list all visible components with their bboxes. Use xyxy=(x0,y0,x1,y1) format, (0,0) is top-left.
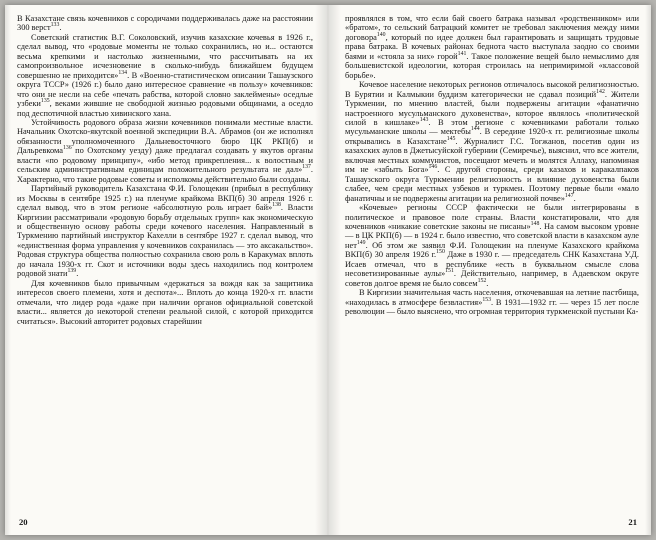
page-right xyxy=(328,5,651,535)
footnote-ref: 152 xyxy=(477,277,487,284)
footnote-ref: 141 xyxy=(457,51,467,58)
paragraph: Партийный руководитель Казахстана Ф.И. Голощекин (прибыл в республику из Москвы в сентябре 1925 г.) на пленуме крайкома ВКП(б) 30 апреля 1926 г. сделал вывод, что в этом регионе «абсолютную роль играет бай»$^{138}$. Власти Киргизии рассматривали «родовую борьбу отдельных групп» как экономическую и общественную основу работы среди кочевого населения. Направленный в Туркмению партийный инструктор Кахелли в сентябре 1927 г. сделал вывод, что «единственная форма управления у кочевников сохранилась — это аксакальство». Родовая структура общества полностью сохранила свою роль в Каракумах вплоть до начала 1930-х гг. Скот и источники воды здесь находились под контролем родовой знати$^{139}$. xyxy=(17,184,313,279)
paragraph: Кочевое население некоторых регионов отличалось высокой религиозностью. В Бурятии и Калмыкии буддизм категорически не сдавал позиций$^{142}$. Жители Туркмении, по мнению властей, были подвержены агитации «фанатично настроенного мусульманского духовенства», которое являлось «политической силой в кишлаке»$^{143}$. В этом регионе с кочевниками работали только мусульманские школы — мектебы$^{144}$. В середине 1920-х гг. религиозные школы открывались в Казахстане$^{145}$. Журналист Г.С. Тогжанов, посетив один из казахских аулов в Джетысуйской губернии (Семиречье), выяснил, что все жители, включая местных коммунистов, посещают мечеть и молятся Аллаху, напоминая им не «забыть Бога»$^{146}$. С другой стороны, среди казахов и каракалпаков Ташаузского округа Туркмении религиозность и влияние духовенства были слабее, чем среди местных узбеков и туркмен. Поэтому первые были «мало фанатичны и не подвержены агитации на религиозной почве»$^{147}$. xyxy=(345,80,640,203)
footnote-ref: 144 xyxy=(470,126,480,133)
footnote-ref: 140 xyxy=(376,32,386,39)
footnote-ref: 149 xyxy=(356,240,366,247)
paragraph: В Киргизии значительная часть населения, откочевавшая на летние пастбища, «находилась в атмосфере безвластия»$^{153}$. В 1931—1932 гг. — через 15 лет после революции — было выяснено, что огромная территория туркменской пустыни Ка- xyxy=(345,288,639,317)
paragraph: «Кочевые» регионы СССР фактически не были интегрированы в политическое и правовое поле страны. Власти констатировали, что для кочевников «никакие советские законы не писаны»$^{148}$. На самом высоком уровне — в ЦК РКП(б) — в 1924 г. было известно, что советской власти в казахском ауле нет$^{149}$. Об этом же заявил Ф.И. Голощекин на пленуме Казахского крайкома ВКП(б) 30 апреля 1926 г.$^{150}$ Даже в 1930 г. — председатель СНК Казахстана У.Д. Исаев отмечал, что в республике «есть в буквальном смысле слова несоветизированные аулы»$^{151}$. Действительно, например, в Адаевском округе советов долгое время не было совсем$^{152}$. xyxy=(345,203,640,288)
footnote-ref: 142 xyxy=(596,88,605,95)
paragraph: проявлялся в том, что если бай своего батрака называл «родственником» или «братом», то сельский батрацкий комитет не требовал заключения между ними договора$^{140}$, который по идее должен был гарантировать и защищать трудовые права батрака. В кочевых районах беднота часто выступала заодно со своими баями и «стояла за них» горой$^{141}$. Такое положение вещей было немыслимо для большевистской идеологии, которая строилась на непримиримой «классовой борьбе». xyxy=(345,14,639,80)
page-number-right: 21 xyxy=(628,517,637,527)
paragraph: Советский статистик В.Г. Соколовский, изучив казахские кочевья в 1926 г., сделал вывод, что «родовые моменты не только сохранились, но и... остаются весьма крепкими и настолько жизненными, что рассчитывать на их самопроизвольное исчезновение в сколько-нибудь ближайшем будущем совершенно не приходится»$^{134}$. В «Военно-статистическом описании Ташаузского округа ТССР» (1926 г.) было дано интересное сравнение «в пользу» кочевников: что они не несли на себе «печать рабства, которой словно заклеймены» оседлые узбеки$^{135}$, веками жившие не свободной жизнью родовыми общинами, а оседло под деспотичной властью хивинского хана. xyxy=(17,32,313,118)
footnote-ref: 145 xyxy=(446,136,456,143)
page-right-body xyxy=(345,14,639,317)
paragraph: Для кочевников было привычным «держаться за вождя как за защитника интересов своего племени, хотя и деспота»... Вплоть до конца 1920-х гг. власти отмечали, что лидер рода «даже при наличии органов официальной советской власти... является до некоторой степени реальной силой, с которой приходится считаться». Высокий авторитет родовых старейшин xyxy=(17,278,313,326)
footnote-ref: 148 xyxy=(530,221,540,228)
page-number-left: 20 xyxy=(19,517,28,527)
footnote-ref: 133 xyxy=(50,22,60,29)
footnote-ref: 147 xyxy=(564,192,574,199)
footnote-ref: 153 xyxy=(482,296,492,303)
page-left-body xyxy=(17,14,313,326)
footnote-ref: 135 xyxy=(40,98,50,105)
footnote-ref: 136 xyxy=(63,145,72,152)
book-spread xyxy=(5,5,651,535)
footnote-ref: 151 xyxy=(445,268,454,275)
page-left xyxy=(5,5,328,535)
paragraph: В Казахстане связь кочевников с сородичами поддерживалась даже на расстоянии 300 верст$^{133}$. xyxy=(17,14,313,33)
footnote-ref: 146 xyxy=(428,164,438,171)
footnote-ref: 150 xyxy=(436,249,445,256)
footnote-ref: 134 xyxy=(118,69,128,76)
footnote-ref: 137 xyxy=(302,164,311,171)
footnote-ref: 138 xyxy=(272,202,281,209)
footnote-ref: 143 xyxy=(419,117,429,124)
footnote-ref: 139 xyxy=(67,268,77,275)
paragraph: Устойчивость родового образа жизни кочевников понимали местные власти. Начальник Охотско-якутской военной экспедиции В.А. Абрамов (он же исполнял обязанности уполномоченного Дальневосточного бюро ЦК РКП(б) и Дальревкома$^{136}$ по Охотскому уезду) даже предлагал создавать у якутов органы власти «по родовому принципу», «ибо метод прикрепления... к волостным и сельским административным единицам положительного результата не дал»$^{137}$. Характерно, что такие родовые советы и исполкомы действительно были созданы. xyxy=(17,117,313,184)
